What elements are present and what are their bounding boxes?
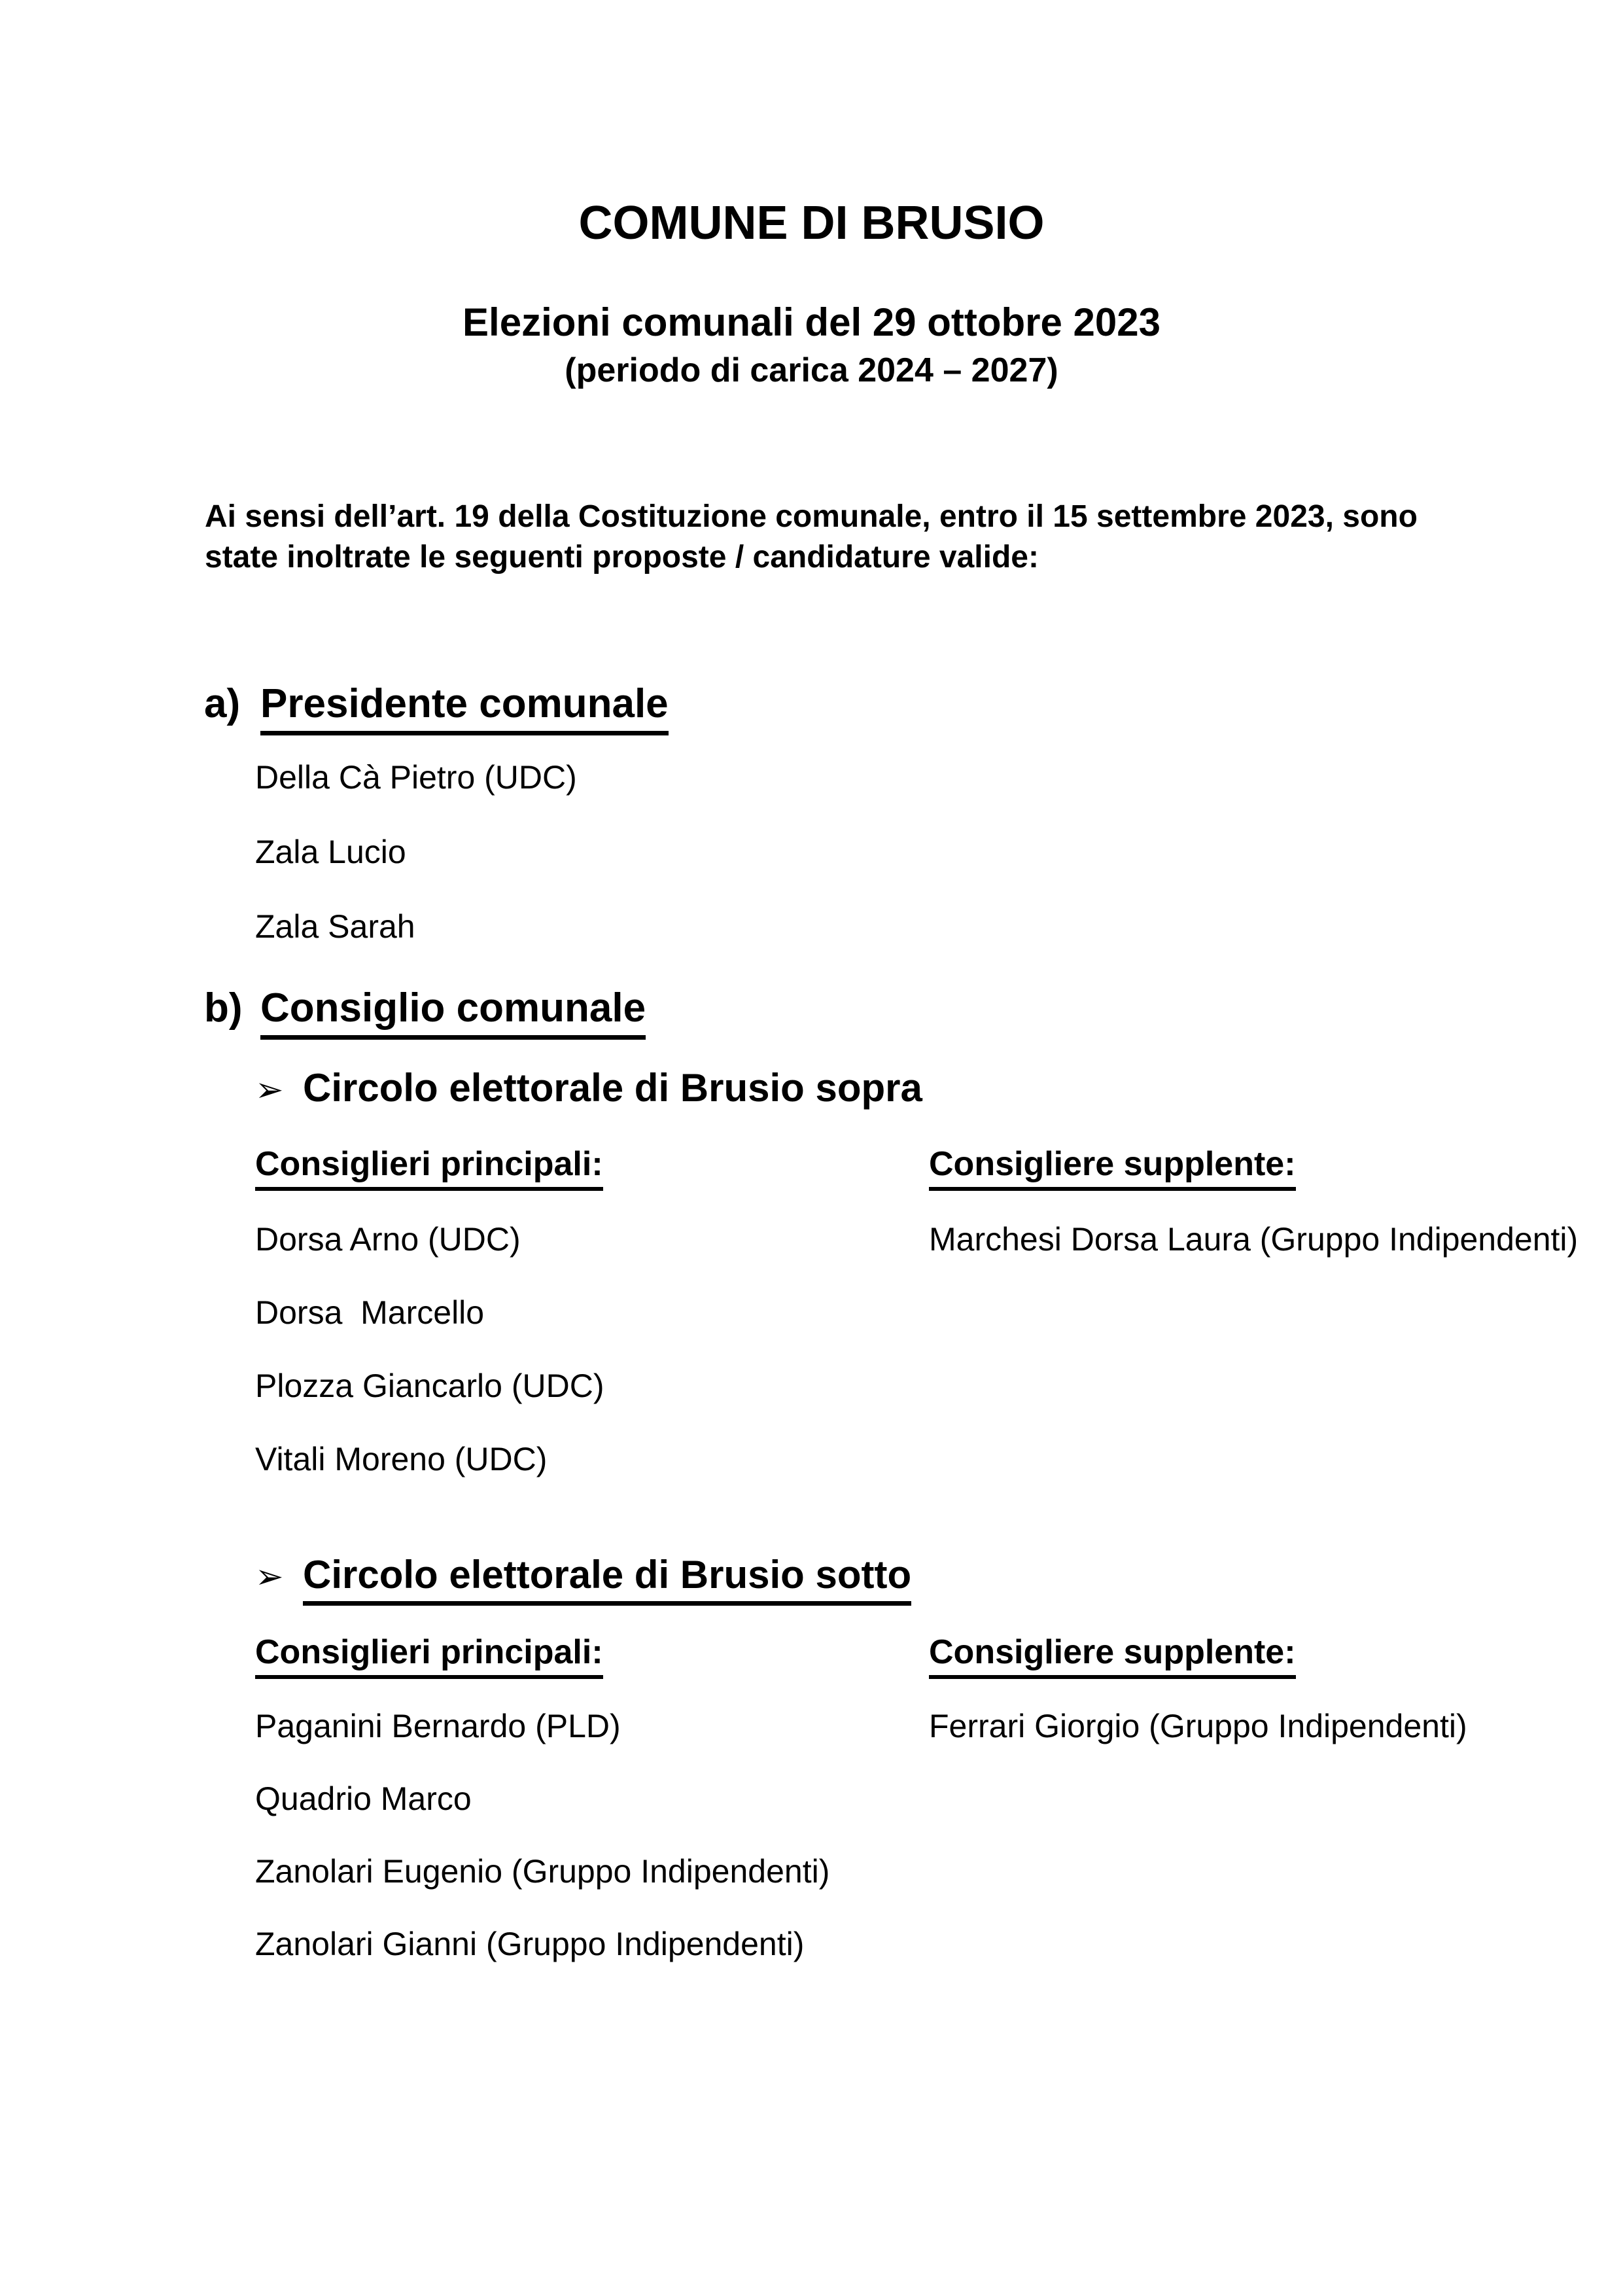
- council-member: Paganini Bernardo (PLD): [255, 1708, 621, 1744]
- section-president-marker: a): [204, 681, 241, 726]
- circle-sopra-heading: [255, 1065, 922, 1110]
- section-president-title: Presidente comunale: [260, 681, 669, 735]
- council-member: Vitali Moreno (UDC): [255, 1441, 548, 1477]
- council-member: Zanolari Eugenio (Gruppo Indipendenti): [255, 1853, 830, 1890]
- president-candidate: Zala Lucio: [255, 834, 406, 870]
- circle-sotto-heading: [255, 1552, 911, 1597]
- arrow-bullet-icon: ➢: [255, 1558, 284, 1596]
- column-header-main: Consiglieri principali:: [255, 1633, 603, 1672]
- president-candidate: Della Cà Pietro (UDC): [255, 759, 577, 796]
- section-council-marker: b): [204, 985, 243, 1031]
- document-title: COMUNE DI BRUSIO: [578, 197, 1045, 249]
- council-member: Zanolari Gianni (Gruppo Indipendenti): [255, 1926, 805, 1962]
- council-deputy: Ferrari Giorgio (Gruppo Indipendenti): [929, 1708, 1467, 1744]
- intro-paragraph-line1: Ai sensi dell’art. 19 della Costituzione comunale, entro il 15 settembre 2023, sono: [205, 499, 1418, 534]
- council-deputy: Marchesi Dorsa Laura (Gruppo Indipendenti): [929, 1221, 1579, 1258]
- arrow-bullet-icon: ➢: [255, 1071, 284, 1109]
- president-candidate: Zala Sarah: [255, 908, 415, 945]
- column-header-deputy: Consigliere supplente:: [929, 1145, 1296, 1184]
- column-header-deputy: Consigliere supplente:: [929, 1633, 1296, 1672]
- council-member: Quadrio Marco: [255, 1780, 472, 1817]
- document-subtitle-period: (periodo di carica 2024 – 2027): [565, 351, 1058, 389]
- council-member: Dorsa Arno (UDC): [255, 1221, 521, 1258]
- council-member: Dorsa Marcello: [255, 1294, 485, 1331]
- document-subtitle: Elezioni comunali del 29 ottobre 2023: [462, 300, 1161, 344]
- section-council-heading: [204, 985, 646, 1031]
- intro-paragraph-line2: state inoltrate le seguenti proposte / candidature valide:: [205, 540, 1039, 574]
- council-member: Plozza Giancarlo (UDC): [255, 1368, 604, 1404]
- circle-sotto-title: Circolo elettorale di Brusio sotto: [303, 1553, 911, 1606]
- circle-sopra-title: Circolo elettorale di Brusio sopra: [303, 1066, 922, 1110]
- section-president-heading: [204, 680, 669, 727]
- section-council-title: Consiglio comunale: [260, 985, 646, 1040]
- column-header-main: Consiglieri principali:: [255, 1145, 603, 1184]
